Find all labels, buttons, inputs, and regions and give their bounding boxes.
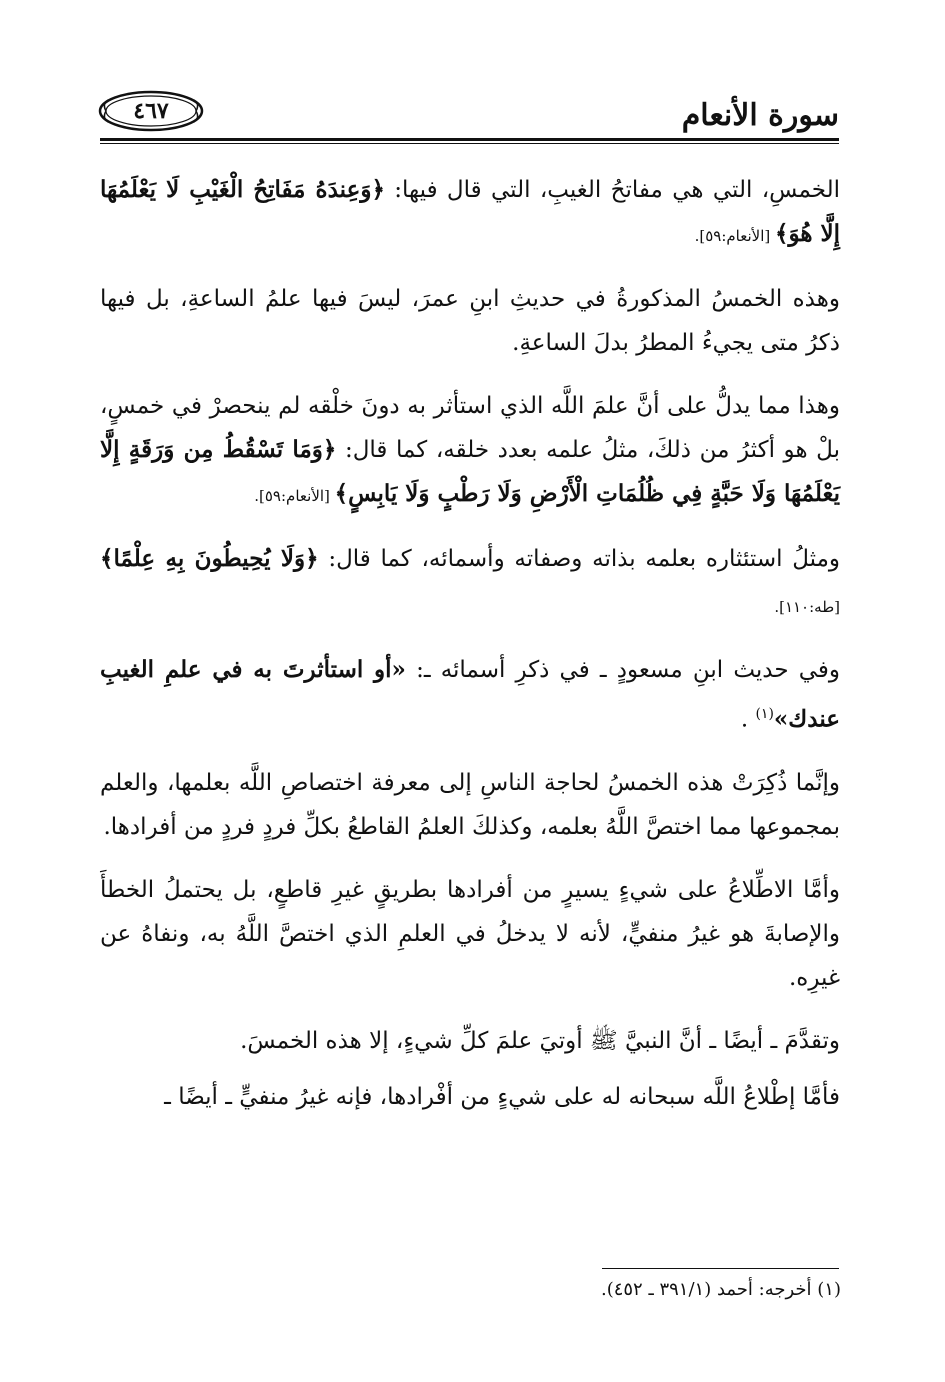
paragraph-7	[100, 868, 840, 1000]
segment-text: وهذا مما يدلُّ على أنَّ علمَ اللَّه الذي استأثر به دونَ خلْقه لم ينحصرْ في خمسٍ، بلْ هو أكثرُ من ذلكَ، مثلُ علمه بعدد خلقه، كما قال:	[100, 393, 840, 463]
segment-sup: (١)	[755, 706, 774, 722]
segment-text: ومثلُ استئثاره بعلمه بذاته وصفاته وأسمائه، كما قال:	[318, 546, 841, 572]
segment-text: وتقدَّمَ ـ أيضًا ـ أنَّ النبيَّ ﷺ أوتيَ علمَ كلِّ شيءٍ، إلا هذه الخمسَ.	[240, 1027, 840, 1054]
segment-ref: [الأنعام:٥٩].	[694, 227, 775, 245]
body-text	[100, 168, 840, 1131]
segment-quran: ﴿وَعِندَهُ مَفَاتِحُ الْغَيْبِ لَا يَعْلَمُهَا إِلَّا هُوَ﴾	[100, 176, 840, 247]
paragraph-1	[100, 168, 840, 258]
segment-text: فأمَّا إطْلاعُ اللَّه سبحانه له على شيءٍ من أفْرادها، فإنه غيرُ منفيٍّ ـ أيضًا ـ	[164, 1083, 840, 1110]
paragraph-3	[100, 384, 840, 518]
paragraph-2	[100, 277, 840, 365]
header-divider	[100, 138, 839, 141]
paragraph-4	[100, 537, 840, 629]
paragraph-5	[100, 648, 840, 742]
segment-text: الخمسِ، التي هي مفاتحُ الغيبِ، التي قال فيها:	[384, 177, 840, 203]
paragraph-6	[100, 761, 840, 849]
footnote: (١) أخرجه: أحمد (٣٩١/١ ـ ٤٥٢).	[600, 1279, 841, 1300]
paragraph-8	[100, 1019, 840, 1063]
segment-hadith: «أو استأثرتَ به في علمِ الغيبِ عندك»	[100, 656, 840, 733]
paragraph-9	[100, 1075, 840, 1119]
segment-text: وأمَّا الاطِّلاعُ على شيءٍ يسيرٍ من أفرادها بطريقٍ غيرِ قاطعٍ، بل يحتملُ الخطأَ والإصابةَ هو غيرُ منفيٍّ، لأنه لا يدخلُ في العلمِ الذي اختصَّ اللَّهُ به، ونفاهُ عن غيرِه.	[100, 876, 840, 991]
segment-text: وهذه الخمسُ المذكورةُ في حديثِ ابنِ عمرَ، ليسَ فيها علمُ الساعةِ، بل فيها ذكرُ متى يجيءُ المطرُ بدلَ الساعةِ.	[100, 286, 840, 356]
header-divider-thin	[100, 143, 839, 144]
footnote-divider	[602, 1268, 839, 1269]
segment-ref: [طه:١١٠].	[774, 598, 840, 616]
segment-quran: ﴿وَلَا يُحِيطُونَ بِهِ عِلْمًا﴾	[100, 545, 319, 572]
segment-text: وإنَّما ذُكِرَتْ هذه الخمسُ لحاجة الناسِ إلى معرفة اختصاصِ اللَّه بعلمها، والعلم بمجموعها مما اختصَّ اللَّهُ بعلمه، وكذلكَ العلمُ القاطعُ بكلِّ فردٍ فردٍ من أفرادها.	[100, 769, 840, 840]
surah-title: سورة الأنعام	[681, 98, 839, 133]
segment-text: .	[740, 706, 756, 733]
segment-ref: [الأنعام:٥٩].	[254, 487, 335, 505]
page-number: ٤٦٧	[133, 98, 169, 124]
segment-text: وفي حديث ابنِ مسعودٍ ـ في ذكرِ أسمائه ـ:	[405, 657, 840, 683]
segment-quran: ﴿وَمَا تَسْقُطُ مِن وَرَقَةٍ إِلَّا يَعْلَمُهَا وَلَا حَبَّةٍ فِي ظُلُمَاتِ الْأَرْضِ وَلَا رَطْبٍ وَلَا يَابِسٍ﴾	[100, 436, 840, 507]
